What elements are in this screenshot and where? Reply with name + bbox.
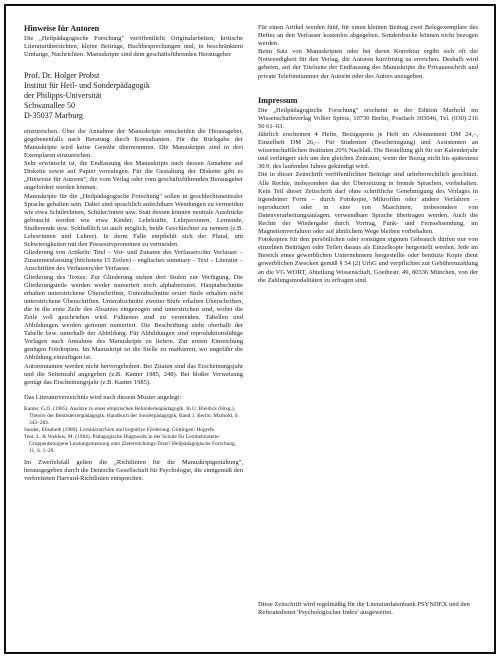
reference-item: Kanter, G.O. (1985). Ansätze zu einer empirischen Behindertenpädagogik. In U. Bleidick (Hrsg.), Theorie der Behindertenpädagogik. Handbuch der Sonderpädagogik, Band 1, Berlin: Marhold, S. 343–283. (24, 405, 240, 426)
bibliography-intro: Das Literaturverzeichnis wird nach diesem Muster angelegt: (24, 393, 182, 401)
address-line: der Philipps-Universität (24, 91, 102, 101)
address-line: D-35037 Marburg (24, 110, 83, 120)
article-structure-paragraph: Gliederung von Artikeln: Titel – Vor- und Zuname des Verfassers/der Verfasser – Zusammenfassung (höchstens 15 Zeilen) – englisches summary – Text – Literatur – Anschriften des Verfassers/der Verfasser. (24, 249, 243, 273)
guidelines-paragraph: Im Zweifelsfall gelten die „Richtlinien für die Manuskriptgestaltung", herausgegeben durch die Deutsche Gesellschaft für Psychologie, die sinngemäß den verbreiteten Harvard-Richtlinien entsprechen. (24, 458, 243, 483)
indexing-text: Diese Zeitschrift wird regelmäßig für die Literaturdatenbank PSYNDEX und den Referatedienst 'Psychologischer Index' ausgewertet. (258, 601, 470, 617)
subscription-paragraph: Jährlich erscheinen 4 Hefte, Bezugspreis je Heft im Abonnement DM 24,–, Einzelheft DM 26,–. Für Studenten (Bescheinigung) und Assistenten an wissenschaftlichen Instituten 20% Nachlaß. Die Bestellung gilt für ein Kalenderjahr und verlängert sich um den gleichen Zeitraum, wenn der Bezug nicht bis spätestens 30.9. des laufenden Jahres gekündigt wird. (258, 130, 478, 171)
left-column (24, 24, 243, 483)
indexing-note (258, 601, 478, 617)
reference-item: Tent, L. & Waldow, M. (1984). Pädagogische Diagnostik in der Schule für Lernbehinderte: Gruppenbezogene Leistungsmessung oder Zielerreichungs-Tests? Heilpädagogische Forschung, 11, S. 1–29. (24, 433, 237, 454)
authors-heading: Hinweise für Autoren (24, 24, 100, 33)
specimen-copies-paragraph: Für einen Artikel werden fünf, für einen kleinen Beitrag zwei Belegexemplare des Heftes an den Verfasser kostenlos abgegeben. Sonderdrucke können nicht bezogen werden. (258, 24, 478, 48)
text-structure-paragraph: Gliederung des Textes: Zur Gliederung stehen drei Stufen zur Verfügung. Die Gliederungsteile werden weder numeriert noch alphabetisiert. Hauptabschnitte erhalten unterstrichene Überschriften, Unterabschnitte erster Stufe erhalten nicht unterstrichene Überschriften. Unterabschnitte zweiter Stufe erhalten Überschriften, die in die erste Zeile des Absatzes eingezogen und unterstrichen sind, wobei die Zeile voll geschrieben wird. Fußnoten sind zu vermeiden. Tabellen und Abbildungen werden getrennt numeriert. Die Beschriftung steht oberhalb der Tabelle bzw. unterhalb der Abbildung. Für Abbildungen sind reproduktionsfähige Vorlagen nach Annahme des Manuskripts zu liefern. Zur ersten Einreichung genügen Fotokopien. Im Manuskript ist die Stelle zu markieren, wo ungefähr die Abbildung einzufügen ist. (24, 273, 243, 362)
reference-list (24, 406, 243, 455)
editor-address (24, 71, 243, 121)
contact-paragraph: Beim Satz von Manuskripten oder bei deren Korrektur ergibt sich oft die Notwendigkeit für den Verlag, die Autoren kurzfristig zu erreichen. Deshalb wird gebeten, auf der Titelseite der Endfassung des Manuskripts die Privatanschrift und private Telefonnummer der Autorin oder des Autors anzugeben. (258, 48, 478, 80)
citation-paragraph: Autorennamen werden nicht hervorgehoben. Bei Zitaten sind das Erscheinungsjahr und die Seitenzahl angegeben (z.B. Kanter 1985, 248). Bei bloßer Verweisung genügt das Erscheinungsjahr (z.B. Kanter 1985). (24, 362, 243, 386)
copyright-paragraph: Die in dieser Zeitschrift veröffentlichten Beiträge sind urheberrechtlich geschützt. Alle Rechte, insbesondere das der Übersetzung in fremde Sprachen, vorbehalten. Kein Teil dieser Zeitschrift darf ohne schriftliche Genehmigung des Verlages in irgendeiner Form – durch Fotokopie, Mikrofilm oder andere Verfahren – reproduziert oder in eine von Maschinen, insbesondere von Datenverarbeitungsanlagen, verwendbare Sprache übertragen werden. Auch die Rechte der Wiedergabe durch Vortrag, Funk- und Fernsehsendung, im Magnettonverfahren oder auf ähnlichem Wege bleiben vorbehalten. (258, 171, 478, 236)
address-line: Prof. Dr. Holger Probst (24, 71, 100, 81)
impressum-heading: Impressum (258, 95, 298, 105)
submission-paragraph: einzureichen. Über die Annahme der Manuskripte entscheiden die Herausgeber, gegebenenfalls nach Beratung durch Konsultanten. Für die Rückgabe der Manuskripte wird keine Gewähr übernommen. Die Manuskripte sind in drei Exemplaren einzureichen. (24, 127, 243, 160)
language-paragraph: Manuskripte für die „Heilpädagogische Forschung" sollen in geschlechtsneutraler Sprache gehalten sein. Dabei sind sprachlich anfechtbare Wendungen zu vermeiden wie etwa SchülerInnen, Schüler/innen usw. Statt dessen können neutrale Ausdrücke gebraucht werden wie etwa Kinder, Lehrkräfte, Lehrpersonen, Lernende, Studierende usw. Schließlich ist auch möglich, beide Geschlechter zu nennen (z.B. Lehrerinnen und Lehrer). In derm Falle empfiehlt sich der Plural, um Schwierigkeiten mit den Possessivpronomen zu vermeiden. (24, 192, 243, 249)
address-line: Schwanallee 50 (24, 101, 76, 110)
right-column (258, 24, 478, 285)
photocopy-paragraph: Fotokopien für den persönlichen oder sonstigen eigenen Gebrauch dürfen nur von einzelnen Beiträgen oder Teilen daraus als Einzelkopie hergestellt werden. Jede im Bereich eines gewerblichen Unternehmens hergestellte oder benützte Kopie dient gewerblichen Zwecken gemäß § 54 (2) UrhG und verpflichtet zur Gebührenzahlung an die VG WORT, Abteilung Wissenschaft, Goethestr. 49, 80336 München, von der die Zahlungsmodalitäten zu erfragen sind. (258, 236, 478, 284)
address-line: Institut für Heil- und Sonderpädagogik (24, 81, 150, 91)
publisher-paragraph: Die „Heilpädagogische Forschung" erscheint in der Edition Marhold im Wissenschaftsverlag Volker Spiess, 10730 Berlin, Postfach 303046, Tel. (030) 216 50 61–63. (258, 106, 478, 130)
intro-paragraph: Die „Heilpädagogische Forschung" veröffentlicht Originalarbeiten, kritische Literaturübersichten, kleine Beiträge, Buchbesprechungen und, in beschränktem Umfange, Nachrichten. Manuskripte sind dem geschäftsführenden Herausgeber (24, 35, 243, 59)
reference-item: Sander, Elisabeth (1986). Lernhierarchien und kognitive Förderung. Göttingen: Hogrefe. (24, 426, 216, 433)
diskette-paragraph: Sehr erwünscht ist, die Endfassung des Manuskripts nach dessen Annahme auf Diskette sowie auf Papier vorzulegen. Für die Gestaltung der Diskette gibt es „Hinweise für Autoren", die vom Verlag oder vom geschäftsführenden Herausgeber angefordert werden können. (24, 160, 243, 192)
